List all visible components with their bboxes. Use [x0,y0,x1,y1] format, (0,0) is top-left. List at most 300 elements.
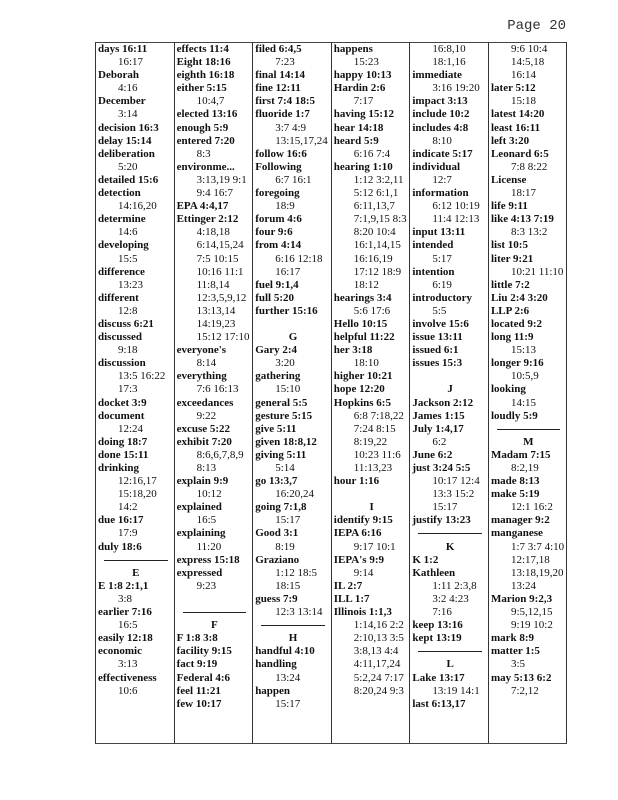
index-entry: effects 11:4 [176,43,229,55]
index-entry: Hardin 2:6 [333,82,386,95]
index-entry-continuation: 9:14 [353,566,374,579]
index-entry: economic [98,645,142,658]
index-entry: hear 14:18 [333,121,384,134]
index-entry: decision 16:3 [98,121,159,134]
index-entry: July 1:4,17 [412,422,464,435]
section-letter: K [445,540,455,553]
index-entry: detection [98,187,141,200]
index-entry: facility 9:15 [176,645,232,658]
index-entry: Madam 7:15 [490,448,551,461]
index-entry: follow 16:6 [255,147,307,160]
index-entry-continuation: 5:14 [275,462,295,474]
index-entry: last 6:13,17 [412,697,466,710]
index-entry: fact 9:19 [176,658,218,671]
index-entry-continuation: 16:17 [275,265,301,278]
index-entry: Hopkins 6:5 [333,396,391,409]
index-entry-continuation: 9:22 [196,409,217,422]
index-entry-continuation: 3:13,19 9:1 [196,173,247,186]
index-entry: F 1:8 3:8 [176,632,218,645]
index-entry-continuation: 17:3 [118,383,138,396]
index-entry-continuation: 14:15 [510,396,537,409]
index-entry-continuation: 11:4 12:13 [432,213,480,226]
index-entry-continuation: 9:23 [196,579,217,592]
index-entry-continuation: 14:6 [118,226,138,239]
index-entry-continuation: 5:5 [432,304,447,317]
index-entry: mark 8:9 [490,632,535,645]
index-entry-continuation: 15:17 [432,501,458,514]
section-divider [412,527,488,540]
index-entry: feel 11:21 [176,684,221,697]
index-entry: go 13:3,7 [255,475,298,488]
index-entry: IEPA 6:16 [333,527,382,540]
index-entry: Following [255,160,302,173]
index-entry: Lake 13:17 [412,671,465,684]
index-entry: explain 9:9 [176,475,229,488]
index-entry: includes 4:8 [412,121,469,134]
index-entry: determine [98,213,146,226]
index-entry: detailed 15:6 [98,173,159,186]
index-entry: life 9:11 [490,200,528,213]
section-divider [177,606,253,619]
index-entry: December [98,95,146,108]
index-entry-continuation: 10:5,9 [510,370,539,383]
index-entry: filed 6:4,5 [255,43,302,55]
index-entry: list 10:5 [490,239,528,252]
index-entry: fine 12:11 [255,82,301,95]
index-entry: intention [412,265,455,278]
index-entry-continuation: 1:11 2:3,8 [432,579,477,592]
index-entry: higher 10:21 [333,370,393,383]
section-letter: J [447,383,453,396]
index-entry: explaining [176,527,226,540]
index-entry-continuation: 15:18 [510,95,537,108]
index-entry: Graziano [255,553,300,566]
index-entry: individual [412,160,461,173]
index-column-6 [488,43,567,743]
index-entry-continuation: 8:2,19 [510,462,539,474]
index-entry: her 3:18 [333,344,373,357]
index-entry-continuation: 18:10 [353,357,379,370]
index-entry-continuation: 16:14 [510,69,537,82]
section-letter: F [211,619,218,632]
index-entry: hope 12:20 [333,383,385,396]
index-entry-continuation: 7:1,9,15 8:3 [353,213,407,226]
page-number: Page 20 [507,18,566,34]
index-entry: done 15:11 [98,448,149,461]
index-entry: manager 9:2 [490,514,550,527]
index-entry-continuation: 8:13 [196,462,217,474]
index-entry-continuation: 6:19 [432,278,452,291]
index-entry-continuation: 10:21 11:10 [510,265,564,278]
index-entry-continuation: 16:8,10 [432,43,466,55]
index-entry-continuation: 7:16 [432,606,452,619]
index-entry-continuation: 15:23 [353,56,379,69]
index-entry-continuation: 7:8 8:22 [510,160,548,173]
index-entry: docket 3:9 [98,396,147,409]
index-entry: latest 14:20 [490,108,545,121]
index-entry-continuation: 12:1 16:2 [510,501,553,514]
index-entry-continuation: 8:3 [196,147,211,160]
index-entry-continuation: 10:16 11:1 [196,265,244,278]
index-entry-continuation: 15:12 17:10 [196,331,250,344]
index-entry-continuation: 9:19 10:2 [510,619,553,632]
index-entry-continuation: 8:20,24 9:3 [353,684,404,697]
index-entry: EPA 4:4,17 [176,200,229,213]
index-entry: Ettinger 2:12 [176,213,239,226]
index-entry-continuation: 7:5 10:15 [196,252,239,265]
index-entry: hearing 1:10 [333,160,393,173]
index-entry-continuation: 5:12 6:1,1 [353,187,399,200]
index-entry-continuation: 13:18,19,20 [510,566,564,579]
index-entry-continuation: 12:17,18 [510,553,550,566]
index-entry-continuation: 13:24 [510,579,537,592]
index-entry: delay 15:14 [98,134,152,147]
index-entry-continuation: 3:2 4:23 [432,592,469,605]
index-entry: going 7:1,8 [255,501,307,514]
index-entry: License [490,173,527,186]
index-entry-continuation: 5:6 17:6 [353,304,391,317]
index-entry: four 9:6 [255,226,293,239]
index-entry: long 11:9 [490,331,534,344]
index-entry: expressed [176,566,223,579]
index-entry: due 16:17 [98,514,144,527]
index-entry: explained [176,501,222,514]
index-entry: looking [490,383,526,396]
index-entry: everyone's [176,344,227,357]
index-entry-continuation: 16:17 [118,56,144,69]
index-entry: Liu 2:4 3:20 [490,291,548,304]
index-entry: discuss 6:21 [98,317,154,330]
index-entry-continuation: 15:13 [510,344,537,357]
index-entry: impact 3:13 [412,95,468,108]
index-entry: further 15:16 [255,304,318,317]
index-entry: make 5:19 [490,488,540,501]
index-entry-continuation: 16:20,24 [275,488,314,501]
index-entry: hour 1:16 [333,475,380,488]
index-entry: ILL 1:7 [333,592,370,605]
section-divider [98,554,174,567]
index-entry: information [412,187,469,200]
index-entry-continuation: 18:1,16 [432,56,466,69]
index-entry-continuation: 5:17 [432,252,452,265]
word-index-grid [95,42,567,744]
index-entry: effectiveness [98,671,157,684]
index-entry: give 5:11 [255,422,297,435]
index-entry-continuation: 12:3 13:14 [275,606,323,619]
index-column-4 [331,43,410,743]
index-entry: Leonard 6:5 [490,147,549,160]
index-entry-continuation: 18:15 [275,579,301,592]
index-entry: gathering [255,370,301,383]
index-entry: earlier 7:16 [98,606,152,619]
index-entry: discussed [98,331,143,344]
index-entry: difference [98,265,145,278]
index-entry-continuation: 4:11,17,24 [353,658,401,671]
section-divider [491,423,566,436]
index-entry: identify 9:15 [333,514,393,527]
index-entry: justify 13:23 [412,514,471,527]
index-entry-continuation: 13:3 15:2 [432,488,475,501]
index-entry: doing 18:7 [98,435,148,448]
index-entry: few 10:17 [176,697,222,710]
index-entry-continuation: 10:23 11:6 [353,448,401,461]
spacer [334,488,410,501]
index-entry-continuation: 6:7 16:1 [275,173,312,186]
index-entry-continuation: 13:23 [118,278,144,291]
section-letter: I [369,501,374,514]
index-entry: may 5:13 6:2 [490,671,552,684]
index-entry-continuation: 14:5,18 [510,56,545,69]
index-entry-continuation: 6:16 7:4 [353,147,391,160]
index-column-2 [174,43,253,743]
index-column-3 [252,43,331,743]
index-entry-continuation: 16:5 [118,619,138,632]
index-entry: Illinois 1:1,3 [333,606,392,619]
index-entry: given 18:8,12 [255,435,317,448]
index-entry: kept 13:19 [412,632,462,645]
index-entry-continuation: 7:24 8:15 [353,422,396,435]
index-entry: loudly 5:9 [490,409,538,422]
index-entry-continuation: 9:17 10:1 [353,540,396,553]
index-entry: Hello 10:15 [333,317,388,330]
index-entry: located 9:2 [490,317,542,330]
index-entry: guess 7:9 [255,592,298,605]
index-entry: gesture 5:15 [255,409,313,422]
index-entry-continuation: 15:5 [118,252,138,265]
index-entry-continuation: 12:8 [118,304,138,317]
index-entry: express 15:18 [176,553,240,566]
index-entry-continuation: 9:6 10:4 [510,43,548,55]
index-entry-continuation: 18:9 [275,200,295,213]
index-entry: indicate 5:17 [412,147,473,160]
index-entry-continuation: 10:6 [118,684,138,697]
index-entry: Marion 9:2,3 [490,592,553,605]
index-entry: happen [255,684,291,697]
index-entry: involve 15:6 [412,317,469,330]
index-entry: full 5:20 [255,291,294,304]
index-entry-continuation: 6:12 10:19 [432,200,480,213]
index-entry: liter 9:21 [490,252,534,265]
index-entry: keep 13:16 [412,619,463,632]
index-entry: fluoride 1:7 [255,108,310,121]
index-entry: everything [176,370,227,383]
index-entry-continuation: 6:16 12:18 [275,252,323,265]
index-entry: foregoing [255,187,300,200]
index-entry: first 7:4 18:5 [255,95,316,108]
index-entry: different [98,291,139,304]
index-entry: happy 10:13 [333,69,392,82]
index-entry: excuse 5:22 [176,422,231,435]
index-entry: LLP 2:6 [490,304,530,317]
index-entry-continuation: 4:18,18 [196,226,230,239]
index-entry-continuation: 17:9 [118,527,138,540]
index-entry: drinking [98,462,139,474]
index-entry: handling [255,658,297,671]
section-letter: M [523,435,534,448]
index-entry: enough 5:9 [176,121,229,134]
index-entry: entered 7:20 [176,134,235,147]
index-entry-continuation: 16:5 [196,514,217,527]
index-entry: forum 4:6 [255,213,302,226]
index-entry: include 10:2 [412,108,470,121]
index-entry: Kathleen [412,566,456,579]
index-entry: left 3:20 [490,134,530,147]
index-entry: introductory [412,291,473,304]
index-entry-continuation: 13:15,17,24 [275,134,328,147]
index-entry: Good 3:1 [255,527,299,540]
index-entry-continuation: 1:12 3:2,11 [353,173,404,186]
index-entry: issue 13:11 [412,331,463,344]
index-entry: document [98,409,145,422]
index-entry-continuation: 13:5 16:22 [118,370,166,383]
index-entry-continuation: 17:12 18:9 [353,265,402,278]
index-entry: hearings 3:4 [333,291,392,304]
index-entry: June 6:2 [412,448,453,461]
index-entry: K 1:2 [412,553,439,566]
index-entry: IEPA's 9:9 [333,553,384,566]
index-entry: little 7:2 [490,278,530,291]
index-entry: developing [98,239,149,252]
index-entry: least 16:11 [490,121,541,134]
index-entry-continuation: 1:12 18:5 [275,566,318,579]
index-entry-continuation: 3:8 [118,592,133,605]
index-entry: exhibit 7:20 [176,435,232,448]
index-entry-continuation: 6:2 [432,435,447,448]
index-entry-continuation: 3:7 4:9 [275,121,307,134]
index-entry-continuation: 2:10,13 3:5 [353,632,404,645]
index-entry: intended [412,239,454,252]
spacer [177,593,253,606]
index-entry-continuation: 15:18,20 [118,488,157,501]
index-entry: heard 5:9 [333,134,379,147]
section-divider [255,619,331,632]
index-entry-continuation: 13:24 [275,671,301,684]
index-entry: environme... [176,160,235,173]
index-entry: manganese [490,527,543,540]
index-entry: easily 12:18 [98,632,153,645]
index-entry: from 4:14 [255,239,302,252]
index-entry-continuation: 8:3 13:2 [510,226,548,239]
index-entry-continuation: 12:24 [118,422,144,435]
index-entry: input 13:11 [412,226,466,239]
index-entry-continuation: 6:8 7:18,22 [353,409,404,422]
index-entry: Jackson 2:12 [412,396,474,409]
index-entry-continuation: 7:2,12 [510,684,539,697]
index-entry: Eight 18:16 [176,56,231,69]
index-entry-continuation: 12:16,17 [118,475,157,488]
index-entry-continuation: 14:16,20 [118,200,157,213]
index-entry: either 5:15 [176,82,227,95]
index-entry: matter 1:5 [490,645,540,658]
index-entry: like 4:13 7:19 [490,213,554,226]
index-entry-continuation: 3:8,13 4:4 [353,645,399,658]
index-entry: Deborah [98,69,139,82]
index-entry-continuation: 11:20 [196,540,222,553]
index-entry: discussion [98,357,146,370]
index-entry-continuation: 18:12 [353,278,379,291]
index-entry-continuation: 10:17 12:4 [432,475,480,488]
index-entry: later 5:12 [490,82,536,95]
index-entry: deliberation [98,147,155,160]
index-entry-continuation: 14:2 [118,501,138,514]
index-entry-continuation: 9:4 16:7 [196,187,233,200]
spacer [412,370,488,383]
index-entry-continuation: 15:17 [275,697,301,710]
index-entry-continuation: 12:3,5,9,12 [196,291,247,304]
index-entry-continuation: 8:14 [196,357,217,370]
index-entry-continuation: 9:18 [118,344,138,357]
index-entry: James 1:15 [412,409,465,422]
index-entry: Federal 4:6 [176,671,231,684]
index-column-1 [95,43,174,743]
index-entry-continuation: 3:13 [118,658,138,671]
index-entry: having 15:12 [333,108,394,121]
index-entry-continuation: 8:6,6,7,8,9 [196,448,244,461]
index-entry: duly 18:6 [98,540,142,553]
index-entry: elected 13:16 [176,108,238,121]
section-letter: G [288,331,298,344]
section-divider [412,645,488,658]
index-entry: issues 15:3 [412,357,463,370]
section-letter: E [132,566,140,579]
index-entry-continuation: 9:5,12,15 [510,606,553,619]
spacer [255,318,331,331]
index-entry-continuation: 15:17 [275,514,301,527]
index-entry-continuation: 3:20 [275,357,295,370]
index-entry-continuation: 1:7 3:7 4:10 [510,540,565,553]
index-entry: exceedances [176,396,234,409]
index-entry: helpful 11:22 [333,331,395,344]
index-entry-continuation: 8:19,22 [353,435,388,448]
index-entry: longer 9:16 [490,357,544,370]
index-entry-continuation: 7:23 [275,56,295,69]
index-entry-continuation: 14:19,23 [196,317,236,330]
index-entry-continuation: 3:14 [118,108,138,121]
index-entry: made 8:13 [490,475,540,488]
index-entry-continuation: 5:2,24 7:17 [353,671,404,684]
index-entry-continuation: 10:4,7 [196,95,225,108]
index-entry-continuation: 8:10 [432,134,452,147]
index-entry: final 14:14 [255,69,305,82]
index-entry-continuation: 15:10 [275,383,301,396]
index-entry: IL 2:7 [333,579,363,592]
index-column-5 [409,43,488,743]
index-entry: giving 5:11 [255,448,307,461]
index-entry-continuation: 18:17 [510,187,537,200]
index-entry-continuation: 13:19 14:1 [432,684,480,697]
index-entry-continuation: 7:17 [353,95,374,108]
index-entry: handful 4:10 [255,645,315,658]
section-letter: H [288,632,298,645]
index-entry-continuation: 3:5 [510,658,526,671]
section-letter: L [446,658,454,671]
index-entry-continuation: 8:20 10:4 [353,226,396,239]
index-entry-continuation: 8:19 [275,540,295,553]
index-entry: days 16:11 [98,43,148,55]
index-entry-continuation: 16:16,19 [353,252,393,265]
index-entry: just 3:24 5:5 [412,462,471,474]
index-entry-continuation: 11:8,14 [196,278,230,291]
index-entry: happens [333,43,373,55]
index-entry-continuation: 1:14,16 2:2 [353,619,404,632]
index-entry-continuation: 4:16 [118,82,138,95]
index-entry-continuation: 10:12 [196,488,222,501]
index-entry-continuation: 11:13,23 [353,462,393,474]
index-entry: Gary 2:4 [255,344,298,357]
index-entry: issued 6:1 [412,344,459,357]
index-entry-continuation: 5:20 [118,160,138,173]
index-entry: E 1:8 2:1,1 [98,579,149,592]
